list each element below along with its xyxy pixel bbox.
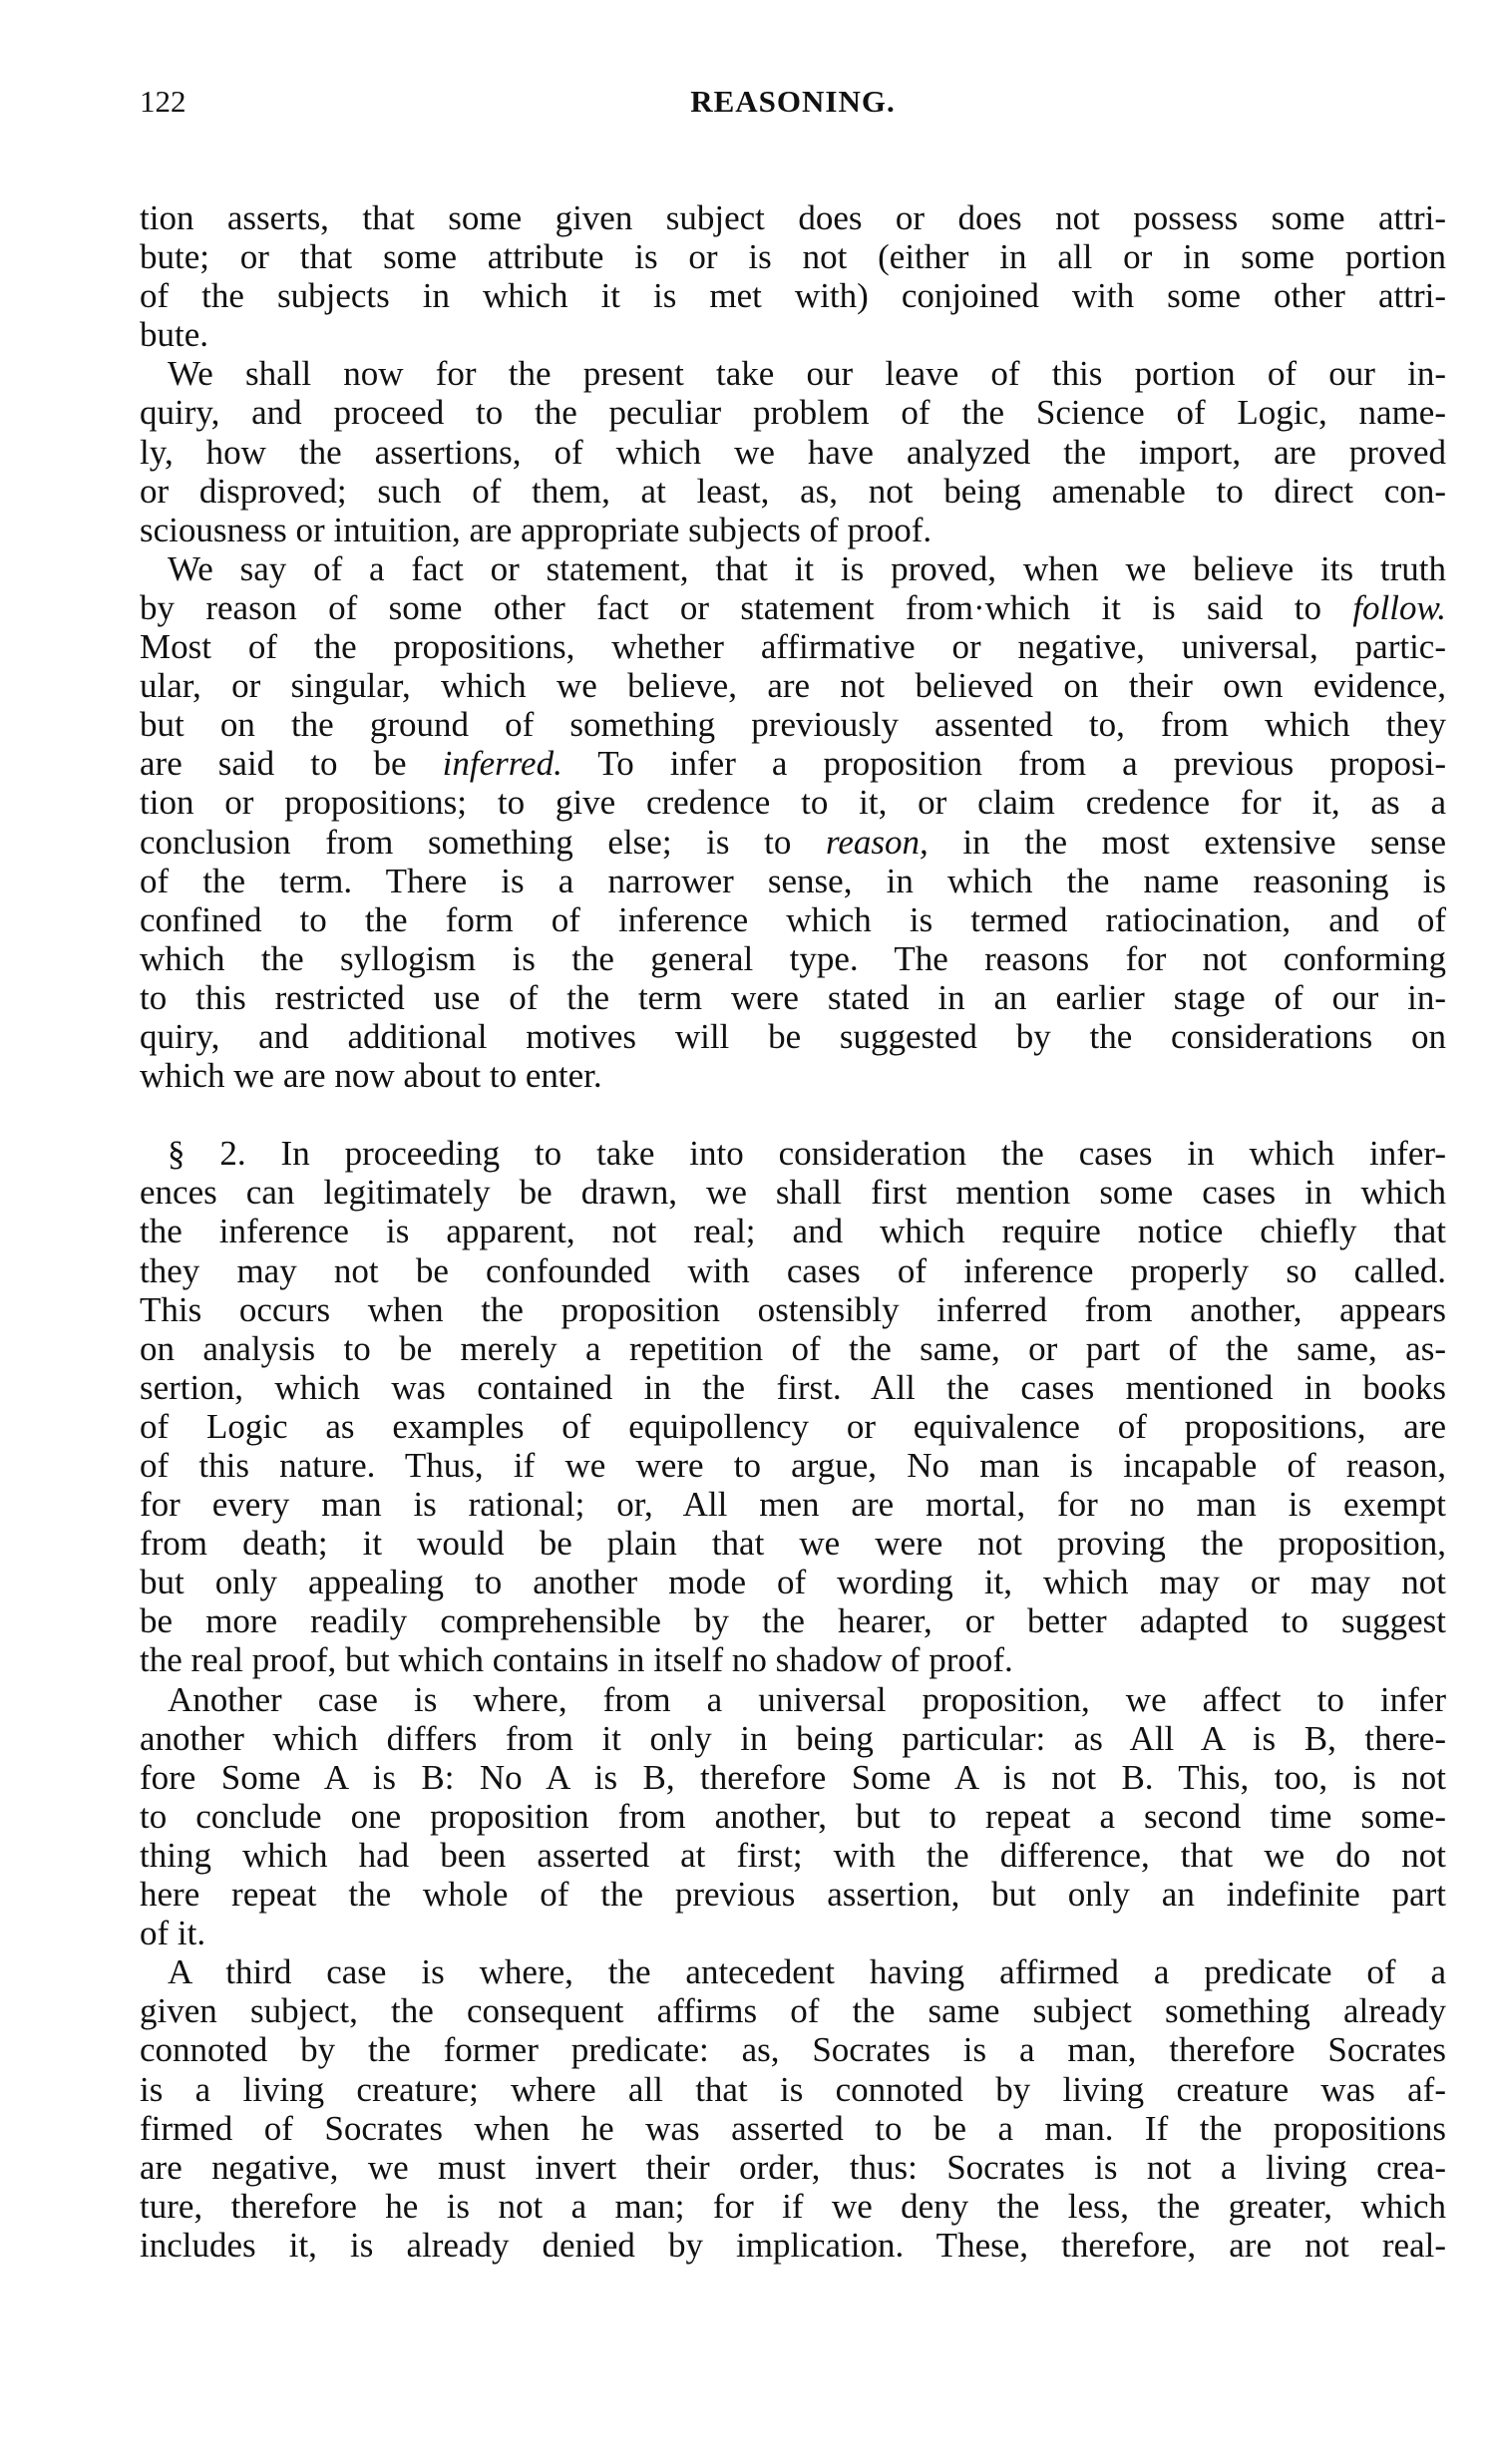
text-line: quiry, and additional motives will be suggested by the considerations on [140,1016,1446,1056]
text-line: includes it, is already denied by implication. These, therefore, are not real- [140,2225,1446,2265]
paragraph [140,549,1446,1095]
text-line: from death; it would be plain that we were not proving the proposition, [140,1524,1446,1564]
text-line: or disproved; such of them, at least, as, not being amenable to direct con- [140,471,1446,511]
text-line: thing which had been asserted at first; with the difference, that we do not [140,1835,1446,1875]
text-line: quiry, and proceed to the peculiar problem of the Science of Logic, name- [140,393,1446,433]
text-line: connoted by the former predicate: as, Socrates is a man, therefore Socrates [140,2030,1446,2070]
text-line: the inference is apparent, not real; and which require notice chiefly that [140,1212,1446,1251]
text-line: which we are now about to enter. [140,1056,602,1096]
text-line [140,744,1446,783]
text-line [140,823,1446,862]
text-segment: in the most extensive sense [928,822,1446,862]
text-line: to conclude one proposition from another, but to repeat a second time some- [140,1796,1446,1836]
italic-term: follow. [1352,587,1446,627]
body-text [140,198,1446,2265]
text-line: of Logic as examples of equipollency or equivalence of propositions, are [140,1406,1446,1446]
text-segment: conclusion from something else; is to [140,822,827,862]
text-line: for every man is rational; or, All men are mortal, for no man is exempt [140,1485,1446,1525]
text-segment: by reason of some other fact or statement from·which it is said to [140,587,1353,627]
italic-term: reason, [826,822,929,862]
text-line: Another case is where, from a universal proposition, we affect to infer [168,1679,1446,1719]
text-line: ture, therefore he is not a man; for if we deny the less, the greater, which [140,2186,1446,2226]
paragraph [140,1680,1446,1953]
text-line: but on the ground of something previously assented to, from which they [140,705,1446,745]
text-line: § 2. In proceeding to take into consideration the cases in which infer- [168,1134,1446,1174]
text-line: bute. [140,315,209,355]
text-line: fore Some A is B: No A is B, therefore Some A is not B. This, too, is not [140,1757,1446,1797]
italic-term: inferred. [442,744,562,784]
text-line: be more readily comprehensible by the hearer, or better adapted to suggest [140,1601,1446,1641]
text-line: firmed of Socrates when he was asserted to be a man. If the propositions [140,2108,1446,2148]
text-line: of the term. There is a narrower sense, in which the name reasoning is [140,861,1446,900]
page-number: 122 [140,84,186,119]
text-line: tion asserts, that some given subject does or does not possess some attri- [140,198,1446,237]
text-line: bute; or that some attribute is or is not (either in all or in some portion [140,237,1446,277]
paragraph [140,354,1446,548]
paragraph-gap [140,1095,1446,1134]
text-line: tion or propositions; to give credence to it, or claim credence for it, as a [140,783,1446,823]
text-line: We shall now for the present take our leave of this portion of our in- [168,354,1446,394]
text-line: the real proof, but which contains in itself no shadow of proof. [140,1640,1013,1680]
paragraph [140,198,1446,354]
text-line: given subject, the consequent affirms of the same subject something already [140,1991,1446,2031]
text-line: on analysis to be merely a repetition of the same, or part of the same, as- [140,1328,1446,1368]
text-line: are negative, we must invert their order, thus: Socrates is not a living crea- [140,2147,1446,2187]
chapter-title: REASONING. [690,84,896,119]
text-line: but only appealing to another mode of wording it, which may or may not [140,1563,1446,1602]
text-line: of this nature. Thus, if we were to argue, No man is incapable of reason, [140,1446,1446,1485]
text-line: We say of a fact or statement, that it is proved, when we believe its truth [168,548,1446,588]
text-line: ly, how the assertions, of which we have analyzed the import, are proved [140,432,1446,472]
text-line: another which differs from it only in being particular: as All A is B, there- [140,1718,1446,1758]
text-line [140,588,1446,627]
text-line: This occurs when the proposition ostensibly inferred from another, appears [140,1289,1446,1329]
text-line: is a living creature; where all that is connoted by living creature was af- [140,2069,1446,2109]
text-line: which the syllogism is the general type. The reasons for not conforming [140,938,1446,978]
text-line: of the subjects in which it is met with) conjoined with some other attri- [140,276,1446,316]
paragraph [140,1952,1446,2265]
text-line: they may not be confounded with cases of inference properly so called. [140,1250,1446,1290]
text-line: of it. [140,1914,206,1953]
text-line: A third case is where, the antecedent having affirmed a predicate of a [168,1952,1446,1992]
text-line: confined to the form of inference which is termed ratiocination, and of [140,899,1446,939]
text-line: Most of the propositions, whether affirmative or negative, universal, partic- [140,627,1446,667]
text-segment: To infer a proposition from a previous proposi- [561,744,1446,784]
text-line: to this restricted use of the term were stated in an earlier stage of our in- [140,977,1446,1017]
text-line: sciousness or intuition, are appropriate subjects of proof. [140,510,932,549]
paragraph [140,1134,1446,1679]
text-line: here repeat the whole of the previous assertion, but only an indefinite part [140,1875,1446,1915]
text-line: ular, or singular, which we believe, are not believed on their own evidence, [140,666,1446,706]
text-segment: are said to be [140,744,443,784]
text-line: sertion, which was contained in the first. All the cases mentioned in books [140,1367,1446,1407]
running-head [140,84,1446,128]
text-line: ences can legitimately be drawn, we shall first mention some cases in which [140,1173,1446,1213]
